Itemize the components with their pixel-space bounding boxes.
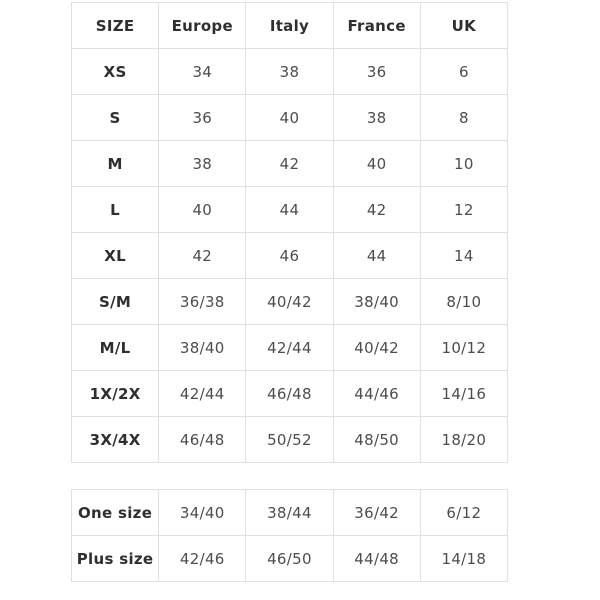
size-value-cell: 6/12	[420, 490, 507, 536]
size-label-cell: One size	[72, 490, 159, 536]
header-cell-size: SIZE	[72, 3, 159, 49]
size-value-cell: 50/52	[246, 417, 333, 463]
size-value-cell: 10/12	[420, 325, 507, 371]
size-table-body	[72, 49, 508, 463]
size-value-cell: 38/44	[246, 490, 333, 536]
table-row	[72, 490, 508, 536]
size-value-cell: 44/46	[333, 371, 420, 417]
header-cell-uk: UK	[420, 3, 507, 49]
size-value-cell: 42	[159, 233, 246, 279]
size-label-cell: M/L	[72, 325, 159, 371]
size-label-cell: S	[72, 95, 159, 141]
header-row	[72, 3, 508, 49]
size-value-cell: 6	[420, 49, 507, 95]
size-value-cell: 38/40	[333, 279, 420, 325]
size-value-cell: 8/10	[420, 279, 507, 325]
size-label-cell: L	[72, 187, 159, 233]
table-gap	[71, 463, 508, 489]
size-value-cell: 42	[246, 141, 333, 187]
size-value-cell: 40	[159, 187, 246, 233]
size-value-cell: 36/38	[159, 279, 246, 325]
tables-container	[71, 2, 508, 582]
size-value-cell: 34/40	[159, 490, 246, 536]
header-cell-europe: Europe	[159, 3, 246, 49]
size-value-cell: 38/40	[159, 325, 246, 371]
table-row	[72, 325, 508, 371]
table-row	[72, 95, 508, 141]
size-table-header	[72, 3, 508, 49]
size-label-cell: M	[72, 141, 159, 187]
size-value-cell: 40/42	[333, 325, 420, 371]
header-cell-italy: Italy	[246, 3, 333, 49]
size-value-cell: 34	[159, 49, 246, 95]
size-value-cell: 44	[246, 187, 333, 233]
size-value-cell: 46	[246, 233, 333, 279]
table-row	[72, 233, 508, 279]
size-label-cell: Plus size	[72, 536, 159, 582]
table-row	[72, 417, 508, 463]
size-value-cell: 42/44	[246, 325, 333, 371]
size-value-cell: 36	[333, 49, 420, 95]
size-value-cell: 40	[333, 141, 420, 187]
size-value-cell: 46/48	[159, 417, 246, 463]
size-label-cell: XS	[72, 49, 159, 95]
size-value-cell: 48/50	[333, 417, 420, 463]
special-size-table-body	[72, 490, 508, 582]
table-row	[72, 371, 508, 417]
size-value-cell: 46/48	[246, 371, 333, 417]
table-row	[72, 536, 508, 582]
size-value-cell: 42	[333, 187, 420, 233]
size-value-cell: 8	[420, 95, 507, 141]
size-value-cell: 12	[420, 187, 507, 233]
size-conversion-table	[71, 2, 508, 463]
size-value-cell: 36	[159, 95, 246, 141]
size-value-cell: 18/20	[420, 417, 507, 463]
size-value-cell: 36/42	[333, 490, 420, 536]
table-row	[72, 279, 508, 325]
special-size-table	[71, 489, 508, 582]
size-label-cell: 3X/4X	[72, 417, 159, 463]
size-value-cell: 38	[159, 141, 246, 187]
size-value-cell: 44/48	[333, 536, 420, 582]
table-row	[72, 187, 508, 233]
size-value-cell: 44	[333, 233, 420, 279]
table-row	[72, 141, 508, 187]
size-value-cell: 14/16	[420, 371, 507, 417]
size-value-cell: 38	[246, 49, 333, 95]
size-label-cell: 1X/2X	[72, 371, 159, 417]
size-value-cell: 40	[246, 95, 333, 141]
size-value-cell: 38	[333, 95, 420, 141]
size-value-cell: 46/50	[246, 536, 333, 582]
size-label-cell: S/M	[72, 279, 159, 325]
header-cell-france: France	[333, 3, 420, 49]
table-row	[72, 49, 508, 95]
size-value-cell: 14	[420, 233, 507, 279]
size-value-cell: 42/46	[159, 536, 246, 582]
size-value-cell: 10	[420, 141, 507, 187]
size-label-cell: XL	[72, 233, 159, 279]
size-value-cell: 42/44	[159, 371, 246, 417]
size-value-cell: 40/42	[246, 279, 333, 325]
size-value-cell: 14/18	[420, 536, 507, 582]
